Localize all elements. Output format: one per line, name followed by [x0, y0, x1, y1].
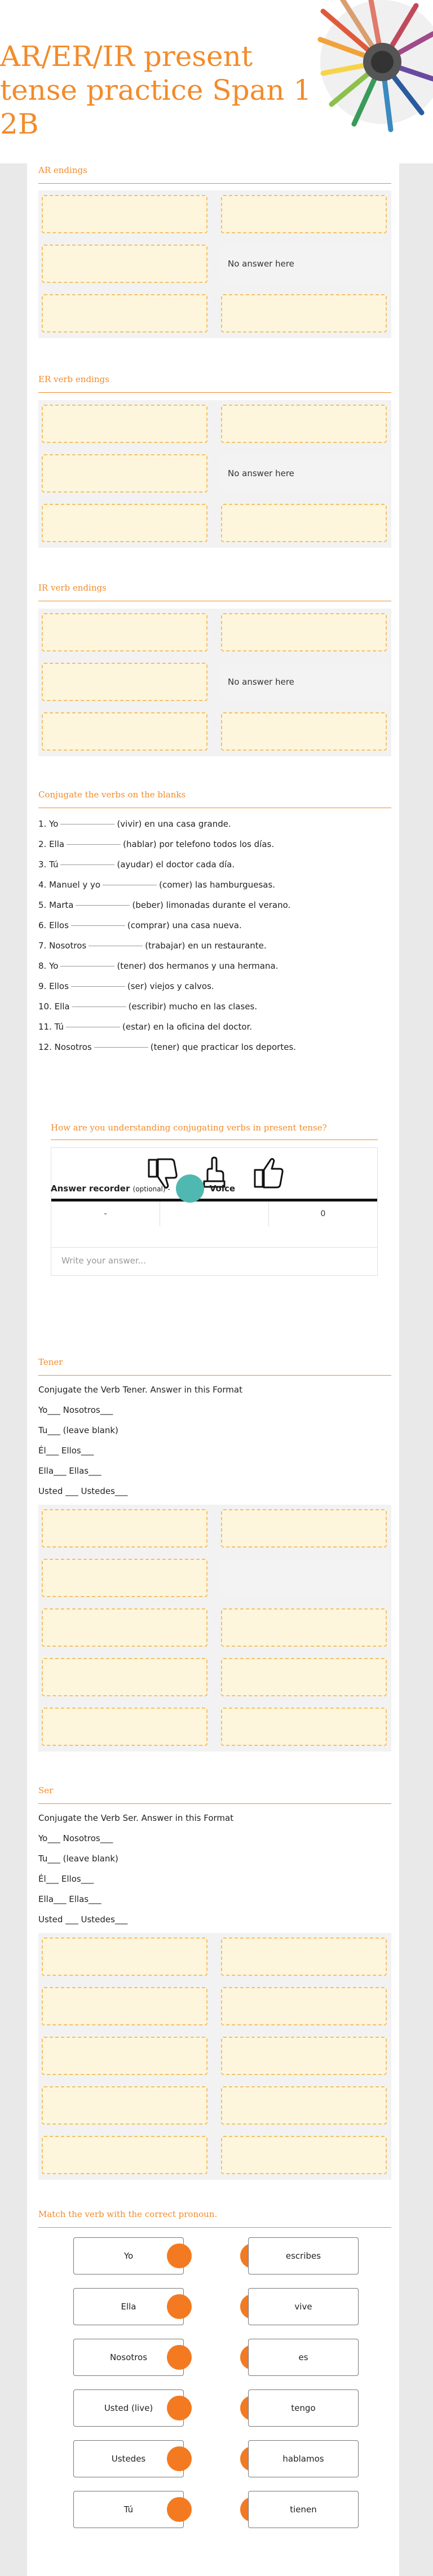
- blank-input[interactable]: [76, 905, 130, 906]
- tener-cell[interactable]: [221, 1608, 387, 1647]
- match-title: Match the verb with the correct pronoun.: [38, 2209, 218, 2219]
- tener-cell[interactable]: [221, 1658, 387, 1696]
- instruction-line: Ella___ Ellas___: [38, 1894, 101, 1904]
- match-verb-es[interactable]: es: [248, 2339, 359, 2376]
- poll-count-thumbs-up: 0: [320, 1209, 326, 1218]
- poll-count-thumbs-down: -: [51, 1201, 160, 1226]
- ser-cell[interactable]: [42, 1987, 207, 2025]
- ar-answer-grid: [38, 190, 391, 338]
- match-divider: [38, 2227, 391, 2228]
- conjugate-sentence: 3. Tú (ayudar) el doctor cada día.: [38, 859, 235, 870]
- match-pronoun-tu[interactable]: Tú: [73, 2491, 184, 2528]
- match-connector-left[interactable]: [167, 2345, 192, 2370]
- ir-cell[interactable]: [42, 613, 207, 651]
- blank-input[interactable]: [67, 844, 121, 845]
- ser-divider: [38, 1803, 391, 1804]
- ser-cell[interactable]: [221, 1937, 387, 1976]
- ser-cell[interactable]: [221, 2086, 387, 2125]
- match-pronoun-ustedes[interactable]: Ustedes: [73, 2440, 184, 2477]
- er-divider: [38, 392, 391, 393]
- recorder-label: Answer recorder (optional) -: [51, 1183, 170, 1194]
- conjugate-sentence: 11. Tú (estar) en la oficina del doctor.: [38, 1022, 253, 1032]
- poll-count-sideways: [160, 1201, 269, 1226]
- ar-cell[interactable]: [221, 195, 387, 233]
- blank-input[interactable]: [94, 1047, 148, 1048]
- conjugate-sentence: 12. Nosotros (tener) que practicar los deportes.: [38, 1042, 297, 1052]
- ser-cell[interactable]: [221, 2037, 387, 2075]
- instruction-line: Él___ Ellos___: [38, 1874, 94, 1884]
- tener-cell[interactable]: [42, 1658, 207, 1696]
- ir-no-answer-cell: No answer here: [221, 663, 387, 701]
- tener-cell[interactable]: [42, 1608, 207, 1647]
- ar-cell[interactable]: [42, 294, 207, 332]
- match-connector-left[interactable]: [167, 2446, 192, 2471]
- tener-instructions: [38, 1380, 388, 1501]
- conjugate-sentence: 7. Nosotros (trabajar) en un restaurante.: [38, 941, 267, 951]
- voice-record-button[interactable]: [176, 1174, 204, 1203]
- er-cell[interactable]: [42, 405, 207, 443]
- conjugate-sentence: 8. Yo (tener) dos hermanos y una hermana.: [38, 961, 279, 971]
- er-answer-grid: [38, 400, 391, 548]
- ser-cell[interactable]: [42, 2037, 207, 2075]
- tener-cell[interactable]: [221, 1509, 387, 1548]
- er-cell[interactable]: [42, 504, 207, 542]
- ser-title: Ser: [38, 1785, 54, 1795]
- match-verb-tengo[interactable]: tengo: [248, 2389, 359, 2427]
- answer-recorder: [51, 1174, 235, 1203]
- instruction-line: Él___ Ellos___: [38, 1446, 94, 1456]
- match-pronoun-yo[interactable]: Yo: [73, 2237, 184, 2274]
- tener-cell[interactable]: [42, 1559, 207, 1597]
- blank-input[interactable]: [71, 925, 125, 926]
- er-cell[interactable]: [42, 454, 207, 493]
- ser-cell[interactable]: [42, 2086, 207, 2125]
- ir-endings-title: IR verb endings: [38, 583, 107, 593]
- ser-cell[interactable]: [42, 2136, 207, 2174]
- instruction-line: Usted ___ Ustedes___: [38, 1914, 128, 1925]
- conjugate-title: Conjugate the verbs on the blanks: [38, 790, 186, 800]
- er-endings-title: ER verb endings: [38, 374, 109, 384]
- conjugate-sentence: 1. Yo (vivir) en una casa grande.: [38, 819, 231, 829]
- tener-cell[interactable]: [42, 1708, 207, 1746]
- er-cell[interactable]: [221, 504, 387, 542]
- ser-answer-grid: [38, 1933, 391, 2180]
- instruction-line: Tu___ (leave blank): [38, 1425, 118, 1435]
- match-connector-left[interactable]: [167, 2497, 192, 2522]
- conjugate-sentence: 6. Ellos (comprar) una casa nueva.: [38, 920, 242, 930]
- conjugate-sentence: 9. Ellos (ser) viejos y calvos.: [38, 981, 214, 991]
- header-banner: [0, 0, 433, 163]
- conjugate-sentence: 4. Manuel y yo (comer) las hamburguesas.: [38, 880, 276, 890]
- instruction-line: Yo___ Nosotros___: [38, 1833, 113, 1843]
- ar-endings-title: AR endings: [38, 165, 87, 175]
- tener-cell[interactable]: [221, 1708, 387, 1746]
- match-verb-vive[interactable]: vive: [248, 2288, 359, 2325]
- er-cell[interactable]: [221, 405, 387, 443]
- poll-answer-input[interactable]: Write your answer...: [51, 1247, 377, 1275]
- tener-cell[interactable]: [42, 1509, 207, 1548]
- tener-empty-cell: [221, 1559, 387, 1597]
- ir-answer-grid: [38, 609, 391, 756]
- instruction-line: Ella___ Ellas___: [38, 1466, 101, 1476]
- ar-no-answer-cell: No answer here: [221, 245, 387, 283]
- ser-cell[interactable]: [221, 2136, 387, 2174]
- ir-cell[interactable]: [42, 663, 207, 701]
- conjugate-sentences: [38, 814, 388, 1057]
- poll-widget: [51, 1147, 378, 1276]
- match-pronoun-usted[interactable]: Usted (live): [73, 2389, 184, 2427]
- tener-divider: [38, 1375, 391, 1376]
- instruction-line: Usted ___ Ustedes___: [38, 1486, 128, 1496]
- instruction-line: Yo___ Nosotros___: [38, 1405, 113, 1415]
- conjugate-sentence: 10. Ella (escribir) mucho en las clases.: [38, 1001, 258, 1012]
- voice-label: Voice: [209, 1183, 236, 1194]
- conjugate-sentence: 2. Ella (hablar) por telefono todos los días.: [38, 839, 275, 849]
- poll-counts: [51, 1201, 377, 1226]
- match-pronoun-ella[interactable]: Ella: [73, 2288, 184, 2325]
- tener-title: Tener: [38, 1357, 63, 1367]
- match-verb-hablamos[interactable]: hablamos: [248, 2440, 359, 2477]
- ser-cell[interactable]: [42, 1937, 207, 1976]
- match-connector-left[interactable]: [167, 2244, 192, 2268]
- match-pronoun-nosotros[interactable]: Nosotros: [73, 2339, 184, 2376]
- ar-cell[interactable]: [221, 294, 387, 332]
- instruction-line: Conjugate the Verb Ser. Answer in this Format: [38, 1813, 234, 1823]
- match-verb-tienen[interactable]: tienen: [248, 2491, 359, 2528]
- ar-divider: [38, 183, 391, 184]
- match-connector-left[interactable]: [167, 2396, 192, 2420]
- thumbs-up-icon[interactable]: [249, 1155, 285, 1191]
- ir-cell[interactable]: [42, 712, 207, 751]
- page-title: AR/ER/IR present tense practice Span 1 2B: [0, 40, 312, 140]
- ar-cell[interactable]: [42, 195, 207, 233]
- colored-pencils-illustration: [269, 0, 433, 163]
- blank-input[interactable]: [60, 864, 114, 865]
- match-connector-left[interactable]: [167, 2294, 192, 2319]
- ar-cell[interactable]: [42, 245, 207, 283]
- ir-cell[interactable]: [221, 712, 387, 751]
- ser-cell[interactable]: [221, 1987, 387, 2025]
- instruction-line: Tu___ (leave blank): [38, 1854, 118, 1864]
- er-no-answer-cell: No answer here: [221, 454, 387, 493]
- ir-cell[interactable]: [221, 613, 387, 651]
- ser-instructions: [38, 1808, 388, 1930]
- conjugate-sentence: 5. Marta (beber) limonadas durante el verano.: [38, 900, 291, 910]
- blank-input[interactable]: [71, 986, 125, 987]
- poll-question: How are you understanding conjugating verbs in present tense?: [51, 1123, 327, 1133]
- tener-answer-grid: [38, 1505, 391, 1752]
- match-verb-escribes[interactable]: escribes: [248, 2237, 359, 2274]
- instruction-line: Conjugate the Verb Tener. Answer in this Format: [38, 1385, 242, 1395]
